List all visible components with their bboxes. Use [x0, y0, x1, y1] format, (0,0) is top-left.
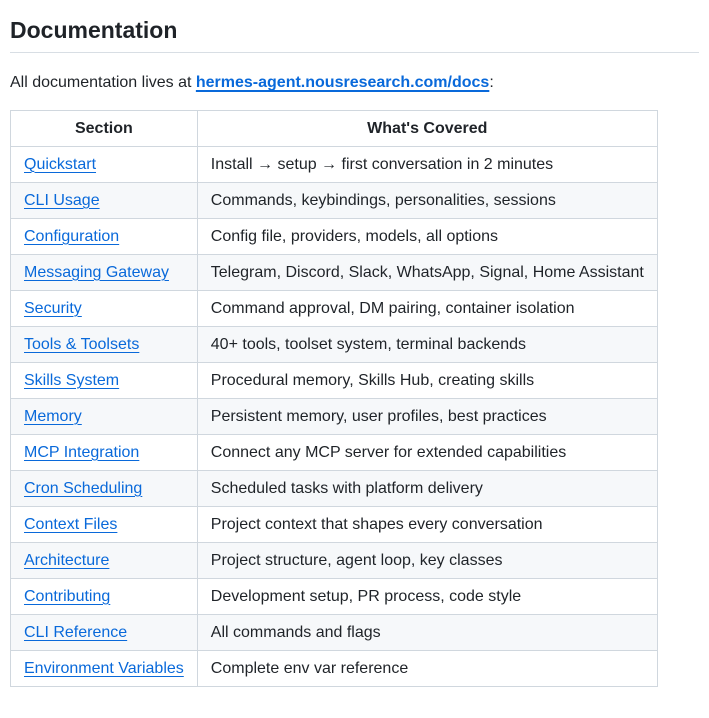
- section-cell: [11, 507, 198, 543]
- section-link[interactable]: Contributing: [24, 587, 111, 605]
- section-cell: [11, 579, 198, 615]
- covered-cell: Command approval, DM pairing, container isolation: [197, 291, 657, 327]
- section-cell: [11, 651, 198, 687]
- section-cell: [11, 435, 198, 471]
- covered-cell: 40+ tools, toolset system, terminal backends: [197, 327, 657, 363]
- table-body: [11, 147, 658, 687]
- table-row: [11, 183, 658, 219]
- section-link[interactable]: Memory: [24, 407, 82, 425]
- table-row: [11, 399, 658, 435]
- table-header-row: [11, 111, 658, 147]
- section-cell: [11, 255, 198, 291]
- section-link[interactable]: MCP Integration: [24, 443, 140, 461]
- docs-site-link[interactable]: hermes-agent.nousresearch.com/docs: [195, 74, 490, 91]
- covered-cell: Project context that shapes every conversation: [197, 507, 657, 543]
- intro-suffix: :: [489, 74, 494, 91]
- section-link[interactable]: Context Files: [24, 515, 118, 533]
- covered-cell: Scheduled tasks with platform delivery: [197, 471, 657, 507]
- table-row: [11, 543, 658, 579]
- covered-cell: Persistent memory, user profiles, best practices: [197, 399, 657, 435]
- section-link[interactable]: Quickstart: [24, 155, 97, 173]
- intro-prefix: All documentation lives at: [10, 74, 196, 91]
- header-covered: What's Covered: [197, 111, 657, 147]
- table-row: [11, 579, 658, 615]
- section-link[interactable]: Environment Variables: [24, 659, 184, 677]
- table-row: [11, 471, 658, 507]
- section-cell: [11, 183, 198, 219]
- covered-cell: Project structure, agent loop, key classes: [197, 543, 657, 579]
- covered-cell: Commands, keybindings, personalities, sessions: [197, 183, 657, 219]
- section-cell: [11, 399, 198, 435]
- covered-cell: Complete env var reference: [197, 651, 657, 687]
- table-row: [11, 219, 658, 255]
- covered-cell: Install → setup → first conversation in 2 minutes: [197, 147, 657, 183]
- section-cell: [11, 615, 198, 651]
- table-row: [11, 507, 658, 543]
- section-link[interactable]: Messaging Gateway: [24, 263, 169, 281]
- table-row: [11, 651, 658, 687]
- section-cell: [11, 363, 198, 399]
- table-row: [11, 255, 658, 291]
- section-cell: [11, 219, 198, 255]
- table-row: [11, 147, 658, 183]
- covered-cell: All commands and flags: [197, 615, 657, 651]
- table-row: [11, 363, 658, 399]
- section-cell: [11, 327, 198, 363]
- section-cell: [11, 543, 198, 579]
- covered-cell: Connect any MCP server for extended capabilities: [197, 435, 657, 471]
- covered-cell: Development setup, PR process, code style: [197, 579, 657, 615]
- section-link[interactable]: Skills System: [24, 371, 120, 389]
- section-link[interactable]: Tools & Toolsets: [24, 335, 140, 353]
- docs-table: [10, 110, 658, 687]
- section-cell: [11, 147, 198, 183]
- section-link[interactable]: Architecture: [24, 551, 110, 569]
- section-link[interactable]: CLI Usage: [24, 191, 100, 209]
- section-cell: [11, 471, 198, 507]
- section-link[interactable]: Configuration: [24, 227, 120, 245]
- intro-paragraph: [10, 72, 699, 94]
- section-link[interactable]: Cron Scheduling: [24, 479, 143, 497]
- page-title: Documentation: [10, 10, 699, 53]
- covered-cell: Telegram, Discord, Slack, WhatsApp, Signal, Home Assistant: [197, 255, 657, 291]
- table-row: [11, 615, 658, 651]
- table-row: [11, 435, 658, 471]
- header-section: Section: [11, 111, 198, 147]
- section-cell: [11, 291, 198, 327]
- covered-cell: Procedural memory, Skills Hub, creating skills: [197, 363, 657, 399]
- section-link[interactable]: Security: [24, 299, 82, 317]
- section-link[interactable]: CLI Reference: [24, 623, 128, 641]
- table-row: [11, 291, 658, 327]
- covered-cell: Config file, providers, models, all options: [197, 219, 657, 255]
- table-row: [11, 327, 658, 363]
